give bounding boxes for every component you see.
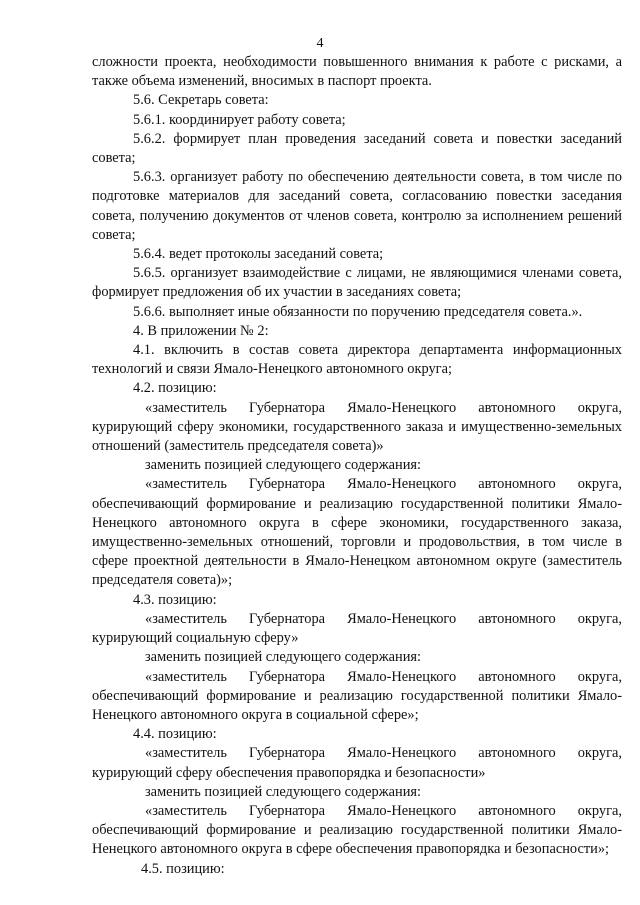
paragraph: 4.4. позицию: — [133, 726, 217, 743]
paragraph: 5.6.1. координирует работу совета; — [133, 111, 346, 128]
paragraph: 5.6.3. организует работу по обеспечению деятельности совета, в том числе по подготовке материалов для заседаний совета, согласованию повестки заседания совета, получению документов от членов совета, контролю за исполнением решений совета; — [92, 169, 622, 243]
paragraph: 5.6.6. выполняет иные обязанности по поручению председателя совета.». — [133, 303, 583, 320]
paragraph: заменить позицией следующего содержания: — [145, 783, 422, 800]
page-number: 4 — [316, 36, 324, 51]
paragraph: 5.6.4. ведет протоколы заседаний совета; — [133, 246, 384, 263]
paragraph: 4.3. позицию: — [133, 591, 217, 608]
paragraph: сложности проекта, необходимости повышенного внимания к работе с рисками, а также объема изменений, вносимых в паспорт проекта. — [92, 54, 622, 90]
paragraph: 4.5. позицию: — [141, 860, 225, 877]
paragraph: 4.2. позицию: — [133, 380, 217, 397]
paragraph: «заместитель Губернатора Ямало-Ненецкого автономного округа, курирующий сферу обеспечения правопорядка и безопасности» — [92, 745, 622, 781]
paragraph: «заместитель Губернатора Ямало-Ненецкого автономного округа, курирующий сферу экономики, государственного заказа и имущественно-земельных отношений (заместитель председателя совета)» — [92, 399, 622, 455]
paragraph: заменить позицией следующего содержания: — [145, 457, 422, 474]
paragraph: «заместитель Губернатора Ямало-Ненецкого автономного округа, курирующий социальную сферу» — [92, 610, 622, 647]
paragraph: 5.6. Секретарь совета: — [133, 92, 269, 109]
paragraph: заменить позицией следующего содержания: — [145, 649, 422, 666]
paragraph: 5.6.5. организует взаимодействие с лицами, не являющимися членами совета, формирует предложения об их участии в заседаниях совета; — [92, 265, 622, 301]
paragraph: «заместитель Губернатора Ямало-Ненецкого автономного округа, обеспечивающий формирование и реализацию государственной политики Ямало-Ненецкого автономного округа в социальной сфере»; — [92, 668, 622, 723]
paragraph: «заместитель Губернатора Ямало-Ненецкого автономного округа, обеспечивающий формирование и реализацию государственной политики Ямало-Ненецкого автономного округа в сфере обеспечения правопорядка и безопасности»; — [92, 802, 622, 858]
paragraph: 5.6.2. формирует план проведения заседаний совета и повестки заседаний совета; — [92, 130, 622, 167]
paragraph: 4. В приложении № 2: — [133, 322, 269, 339]
document-body — [92, 53, 622, 879]
paragraph: 4.1. включить в состав совета директора департамента информационных технологий и связи Ямало-Ненецкого автономного округа; — [92, 342, 622, 378]
paragraph: «заместитель Губернатора Ямало-Ненецкого автономного округа, обеспечивающий формирование и реализацию государственной политики Ямало-Ненецкого автономного округа в сфере экономики, государственного заказа, имущественно-земельных отношений, торговли и продовольствия, в том числе в сфере проектной деятельности в Ямало-Ненецком автономном округе (заместитель председателя совета)»; — [92, 476, 622, 589]
